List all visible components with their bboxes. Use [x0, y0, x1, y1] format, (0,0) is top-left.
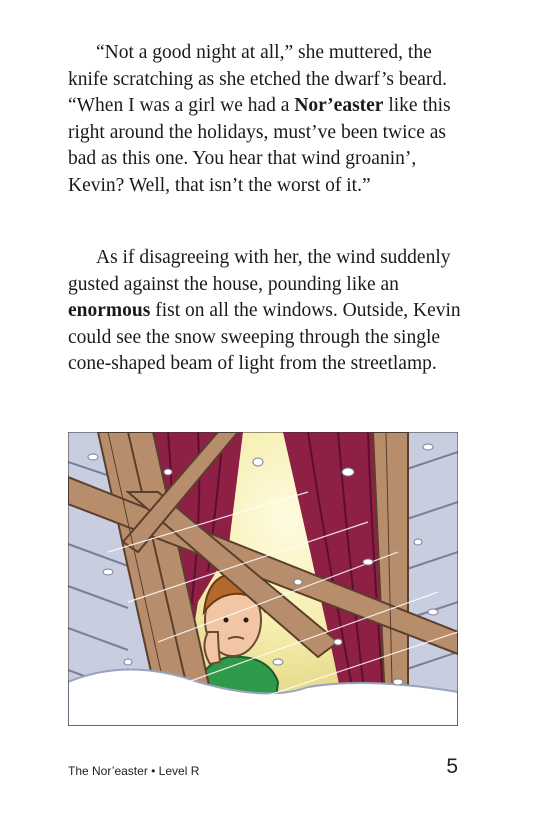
vocab-word-noreaster: Nor’easter [294, 95, 384, 117]
paragraph-2-text-a: As if disagreeing with her, the wind suddenly gusted against the house, pounding like an [68, 247, 451, 295]
paragraph-2 [68, 245, 468, 378]
paragraph-1-text-a: “Not a good night at all,” she muttered, the knife scratching as she etched the dwarf’s beard. “When I was a girl we had a [68, 42, 448, 117]
book-title-footer: The Nor’easter • Level R [68, 764, 200, 778]
paragraph-1 [68, 40, 468, 200]
paragraph-1-text-b: like this right around the holidays, must’ve been twice as bad as this one. You hear that wind groanin’, Kevin? Well, that isn’t the worst of it.” [68, 95, 451, 196]
boy-at-window-illustration [68, 432, 458, 726]
page-number: 5 [446, 755, 458, 778]
vocab-word-enormous: enormous [68, 300, 151, 322]
paragraph-2-text-b: fist on all the windows. Outside, Kevin could see the snow sweeping through the single cone-shaped beam of light from the streetlamp. [68, 300, 461, 375]
story-illustration [68, 432, 458, 726]
